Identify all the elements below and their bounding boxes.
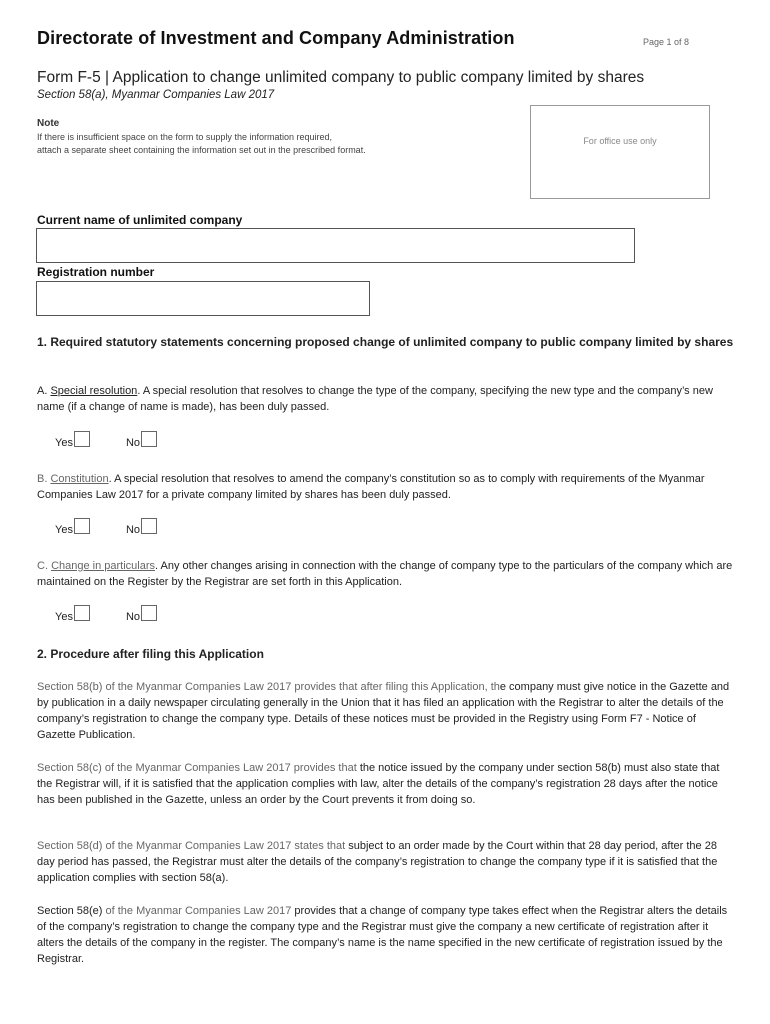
item-b-yes-option[interactable] bbox=[55, 518, 90, 536]
item-b-no-option[interactable] bbox=[126, 518, 157, 536]
procedure-paragraph-2-body: the notice issued by the company under section 58(b) must also state that the Registrar will, if it is satisfied that the application complies with law, alter the details of the company’s registration 28 days after the notice has been published in the Gazette, unless an order by the Court prevents it from doing so. bbox=[37, 762, 720, 806]
office-use-box bbox=[530, 105, 710, 199]
item-c-no-checkbox[interactable] bbox=[141, 605, 157, 621]
note-text bbox=[37, 131, 477, 157]
item-a-body: . A special resolution that resolves to change the type of the company, specifying the new type and the company’s new name (if a change of name is made), has been duly passed. bbox=[37, 385, 713, 413]
item-b-text bbox=[37, 471, 737, 503]
procedure-paragraph-4-lead-dark: Section 58(e) bbox=[37, 905, 103, 917]
note-label: Note bbox=[37, 118, 60, 129]
page-indicator: Page 1 of 8 bbox=[643, 37, 690, 47]
item-b-prefix: B. bbox=[37, 473, 48, 485]
item-b-no-label: No bbox=[125, 524, 141, 536]
procedure-paragraph-4-body: provides that a change of company type takes effect when the Registrar alters the details of the company’s registration to change the company type and the Registrar must give the company a new certificate of registration after it alters the details of the company in the register. The company’s name is the name specified in the new certificate of registration issued by the Registrar. bbox=[37, 905, 728, 965]
item-c-prefix: C. bbox=[37, 560, 48, 572]
item-a-title: Special resolution bbox=[50, 385, 138, 397]
note-line-1: If there is insufficient space on the form to supply the information required, bbox=[37, 132, 332, 142]
item-b-yes-checkbox[interactable] bbox=[74, 518, 90, 534]
form-subtitle: Section 58(a), Myanmar Companies Law 2017 bbox=[37, 89, 275, 101]
note-line-2: attach a separate sheet containing the information set out in the prescribed format. bbox=[37, 145, 366, 155]
item-c-options bbox=[55, 605, 193, 623]
item-a-prefix: A. bbox=[37, 385, 48, 397]
procedure-paragraph-3 bbox=[37, 838, 737, 886]
procedure-paragraph-1 bbox=[37, 679, 737, 743]
item-b-body: . A special resolution that resolves to amend the company’s constitution so as to comply with requirements of the Myanmar Companies Law 2017 for a private company limited by shares has been duly passed. bbox=[37, 473, 705, 501]
procedure-paragraph-4 bbox=[37, 903, 737, 967]
item-c-no-option[interactable] bbox=[126, 605, 157, 623]
item-c-yes-label: Yes bbox=[55, 611, 73, 623]
item-c-body: . Any other changes arising in connection with the change of company type to the particulars of the company which are maintained on the Register by the Registrar are set forth in this Application. bbox=[37, 560, 733, 588]
item-b-options bbox=[55, 518, 193, 536]
item-a-no-label: No bbox=[125, 437, 141, 449]
procedure-paragraph-2 bbox=[37, 760, 737, 808]
item-c-text bbox=[37, 558, 737, 590]
registration-number-input[interactable] bbox=[36, 281, 370, 316]
item-b-title: Constitution bbox=[50, 473, 109, 485]
item-c-title: Change in particulars bbox=[51, 560, 156, 572]
item-a-no-option[interactable] bbox=[126, 431, 157, 449]
item-c-yes-checkbox[interactable] bbox=[74, 605, 90, 621]
item-a-yes-checkbox[interactable] bbox=[74, 431, 90, 447]
company-name-label: Current name of unlimited company bbox=[37, 213, 243, 227]
procedure-paragraph-4-lead: of the Myanmar Companies Law 2017 bbox=[102, 905, 292, 917]
company-name-input[interactable] bbox=[36, 228, 635, 263]
procedure-paragraph-2-lead: Section 58(c) of the Myanmar Companies Law 2017 provides that bbox=[37, 762, 357, 774]
procedure-paragraph-1-lead: Section 58(b) of the Myanmar Companies Law 2017 provides that after filing this Application, th bbox=[37, 681, 500, 693]
form-title: Form F-5 | Application to change unlimited company to public company limited by shares bbox=[37, 69, 645, 86]
office-use-text: For office use only bbox=[583, 136, 657, 146]
section-2-heading: 2. Procedure after filing this Application bbox=[37, 647, 264, 661]
item-a-yes-option[interactable] bbox=[55, 431, 90, 449]
item-c-no-label: No bbox=[125, 611, 141, 623]
procedure-paragraph-3-lead: Section 58(d) of the Myanmar Companies Law 2017 states that bbox=[37, 840, 346, 852]
item-c-yes-option[interactable] bbox=[55, 605, 90, 623]
item-b-yes-label: Yes bbox=[55, 524, 73, 536]
item-a-yes-label: Yes bbox=[55, 437, 73, 449]
item-a-text bbox=[37, 383, 737, 415]
item-b-no-checkbox[interactable] bbox=[141, 518, 157, 534]
registration-number-label: Registration number bbox=[37, 265, 155, 279]
procedure-paragraph-1-body: e company must give notice in the Gazette and by publication in a daily newspaper circulating generally in the Union that it has filed an application with the Registrar to alter the details of the company’s registration to change the company type. Details of these notices must be provided in the Registry using Form F7 - Notice of Gazette Publication. bbox=[37, 681, 730, 741]
agency-title: Directorate of Investment and Company Administration bbox=[37, 28, 515, 48]
item-a-no-checkbox[interactable] bbox=[141, 431, 157, 447]
procedure-paragraph-3-body: subject to an order made by the Court within that 28 day period, after the 28 day period has passed, the Registrar must alter the details of the company’s registration to change the company type if it is satisfied that the application complies with section 58(a). bbox=[37, 840, 718, 884]
section-1-heading: 1. Required statutory statements concerning proposed change of unlimited company to public company limited by shares bbox=[37, 335, 734, 349]
item-a-options bbox=[55, 431, 193, 449]
